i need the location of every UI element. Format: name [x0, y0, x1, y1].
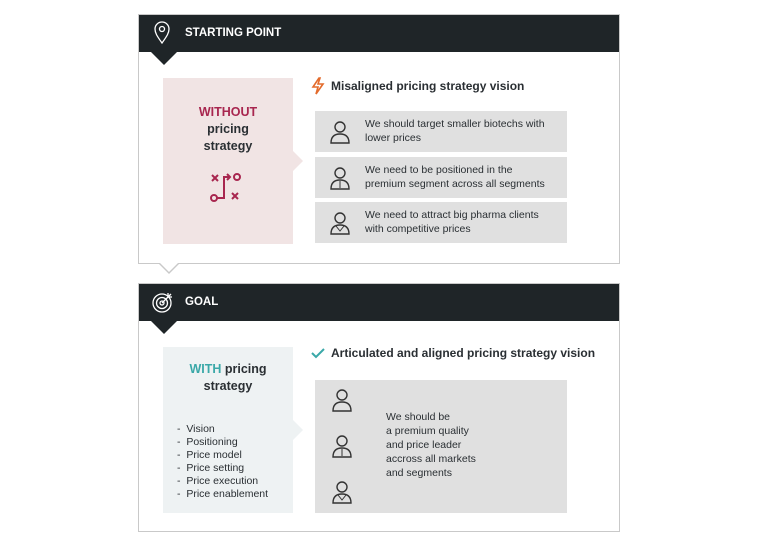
without-strategy-box: [163, 78, 293, 244]
target-icon: [151, 290, 175, 314]
opinion-row: [315, 202, 567, 243]
side-text: strategy: [203, 139, 253, 153]
aligned-title: [311, 346, 595, 360]
side-text: strategy: [203, 379, 253, 393]
statement-line: and price leader: [386, 439, 462, 451]
opinion-text: We should target smaller biotechs with: [365, 118, 545, 130]
statement-line: a premium quality: [386, 425, 469, 437]
vision-statement: [386, 410, 476, 480]
lightning-bolt-icon: [311, 77, 325, 95]
list-item: - Price enablement: [177, 488, 293, 501]
side-text: pricing: [207, 122, 249, 136]
header-notch: [151, 52, 177, 65]
starting-point-header: [139, 15, 619, 52]
person-icon: [329, 211, 351, 235]
statement-line: We should be: [386, 411, 451, 423]
header-title: STARTING POINT: [185, 27, 282, 39]
person-icon: [331, 480, 353, 504]
person-tie-icon: [329, 166, 351, 190]
location-pin-icon: [153, 21, 171, 45]
without-label: WITHOUT: [198, 105, 258, 119]
with-heading: [163, 361, 293, 378]
misaligned-title: [311, 77, 524, 95]
side-text: pricing: [221, 362, 267, 376]
header-notch: [151, 321, 177, 334]
aligned-vision-box: [315, 380, 567, 513]
opinion-text: with competitive prices: [365, 222, 471, 235]
opinion-text: We need to be positioned in the: [365, 164, 513, 176]
with-label: WITH: [189, 362, 222, 376]
statement-line: and segments: [386, 467, 452, 479]
goal-header: [139, 284, 619, 321]
list-item: - Price setting: [177, 462, 293, 475]
opinion-text: lower prices: [365, 131, 422, 144]
title-text: Articulated and aligned pricing strategy vision: [331, 346, 596, 360]
checkmark-icon: [311, 347, 325, 359]
list-item: - Positioning: [177, 436, 293, 449]
scattered-path-icon: [208, 169, 248, 205]
list-item: - Price model: [177, 449, 293, 462]
starting-point-panel: [138, 14, 620, 264]
opinion-text: We need to attract big pharma clients: [365, 209, 539, 221]
goal-panel: [138, 283, 620, 532]
statement-line: accross all markets: [386, 453, 476, 465]
list-item: - Vision: [177, 423, 293, 436]
opinion-row: [315, 157, 567, 198]
with-strategy-box: [163, 347, 293, 513]
person-icon: [329, 120, 351, 144]
header-title: GOAL: [185, 296, 219, 308]
connector-arrow: [158, 263, 180, 274]
opinion-text: premium segment across all segments: [365, 177, 545, 190]
list-item: - Price execution: [177, 475, 293, 488]
person-tie-icon: [331, 434, 353, 458]
person-icon: [331, 388, 353, 412]
strategy-elements-list: [163, 423, 293, 501]
title-text: Misaligned pricing strategy vision: [331, 79, 525, 93]
opinion-row: [315, 111, 567, 152]
